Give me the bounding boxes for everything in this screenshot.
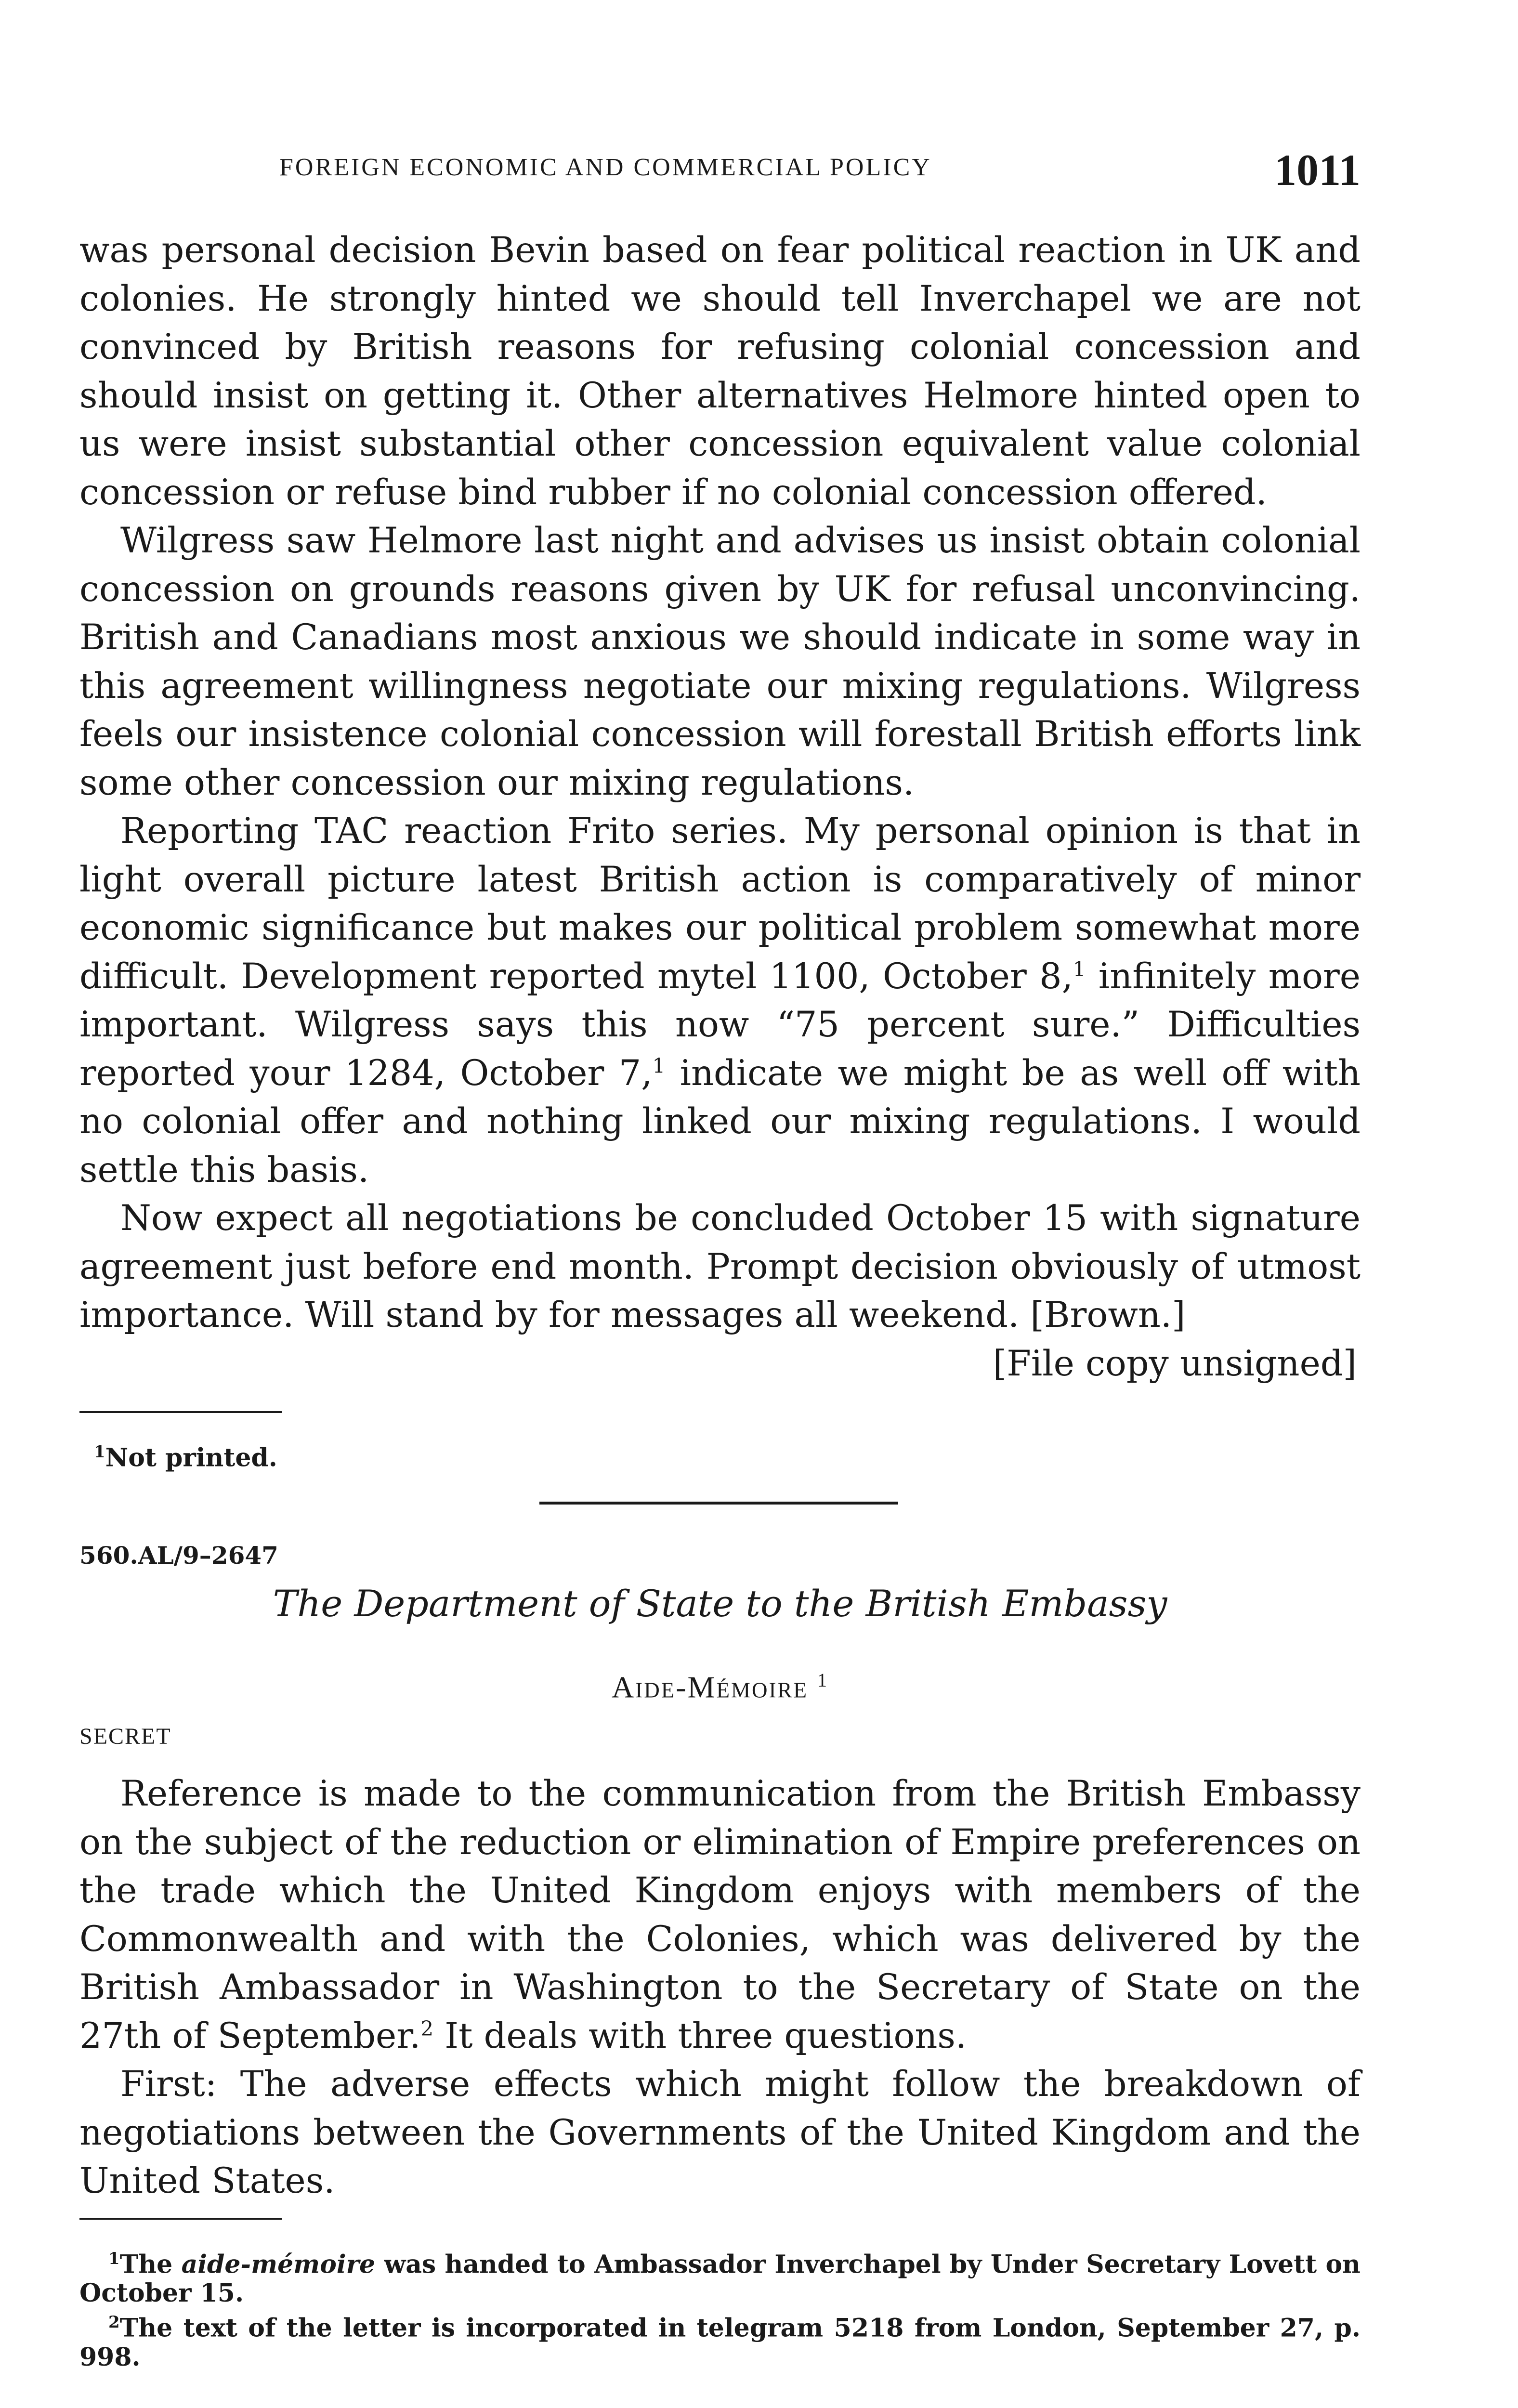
document-heading: The Department of State to the British Embassy	[273, 1582, 1167, 1625]
footnote-mark: 2	[108, 2313, 120, 2332]
telegram-paragraph: Wilgress saw Helmore last night and advises us insist obtain colonial concession on grounds reasons given by UK for refusal unconvincing. British and Canadians most anxious we should indicate in some way in this agreement willingness negotiate our mixing regulations. Wilgress feels our insistence colonial concession will forestall British efforts link some other concession our mixing regulations.	[79, 520, 1361, 803]
footnote-text: The	[119, 2250, 182, 2279]
file-number: 560.AL/9–2647	[79, 1541, 278, 1570]
text-run: infinitely more important. Wilgress says this now “75 percent sure.” Difficulties reported your 1284, October 7,	[79, 955, 1361, 1094]
footnote-reference: 2	[420, 2016, 434, 2041]
aide-memoire-body	[79, 1770, 1361, 2206]
text-run: It deals with three questions.	[433, 2015, 967, 2056]
document-subheading	[79, 1669, 1361, 1705]
telegram-paragraph	[79, 807, 1361, 1194]
telegram-body	[79, 226, 1361, 1388]
aide-memoire-paragraph	[79, 1770, 1361, 2060]
footnote-text: Not printed.	[105, 1443, 277, 1473]
footnote-mark: 1	[94, 1442, 105, 1462]
footnote	[79, 1438, 1361, 1472]
footnote-mark: 1	[108, 2249, 120, 2268]
text-run: Reporting TAC reaction Frito series. My personal opinion is that in light overall picture latest British action is comparatively of minor economic significance but makes our political problem somewhat more difficult. Development reported mytel 1100, October 8,	[79, 811, 1361, 997]
signature: [File copy unsigned]	[993, 1343, 1357, 1384]
subheading-text: Aide-Mémoire	[612, 1670, 808, 1704]
footnote-reference: 1	[817, 1669, 828, 1691]
telegram-paragraph: Now expect all negotiations be concluded October 15 with signature agreement just before end month. Prompt decision obviously of utmost importance. Will stand by for messages all weekend. [Brown.]	[79, 1198, 1361, 1335]
aide-memoire-paragraph: First: The adverse effects which might follow the breakdown of negotiations between the Governments of the United Kingdom and the United States.	[79, 2064, 1361, 2201]
telegram-paragraph: was personal decision Bevin based on fear political reaction in UK and colonies. He strongly hinted we should tell Inverchapel we are not convinced by British reasons for refusing colonial concession and should insist on getting it. Other alternatives Helmore hinted open to us were insist substantial other concession equivalent value colonial concession or refuse bind rubber if no colonial concession offered.	[79, 230, 1361, 513]
running-title: FOREIGN ECONOMIC AND COMMERCIAL POLICY	[279, 154, 932, 181]
footnote-reference: 1	[652, 1054, 666, 1078]
footnote	[79, 2308, 1361, 2371]
running-head	[79, 144, 1361, 197]
footnote-divider	[79, 1411, 282, 1413]
classification-label: SECRET	[79, 1724, 171, 1749]
section-divider	[539, 1502, 898, 1505]
footnotes-bottom	[79, 2244, 1361, 2372]
footnote-text: The text of the letter is incorporated in telegram 5218 from London, September 27, p. 998.	[79, 2313, 1361, 2372]
footnote-reference: 1	[1073, 957, 1086, 981]
page-number: 1011	[1274, 145, 1361, 195]
text-run: indicate we might be as well off with no colonial offer and nothing linked our mixing regulations. I would settle this basis.	[79, 1052, 1361, 1191]
footnote-text: was handed to Ambassador Inverchapel by Under Secretary Lovett on October 15.	[79, 2250, 1361, 2308]
text-run: Reference is made to the communication from the British Embassy on the subject of the reduction or elimination of Empire preferences on the trade which the United Kingdom enjoys with members of the Commonwealth and with the Colonies, which was delivered by the British Ambassador in Washington to the Secretary of State on the 27th of September.	[79, 1773, 1361, 2056]
footnote-text-italic: aide-mémoire	[181, 2250, 376, 2279]
footnote-divider	[79, 2218, 282, 2220]
footnote	[79, 2244, 1361, 2308]
